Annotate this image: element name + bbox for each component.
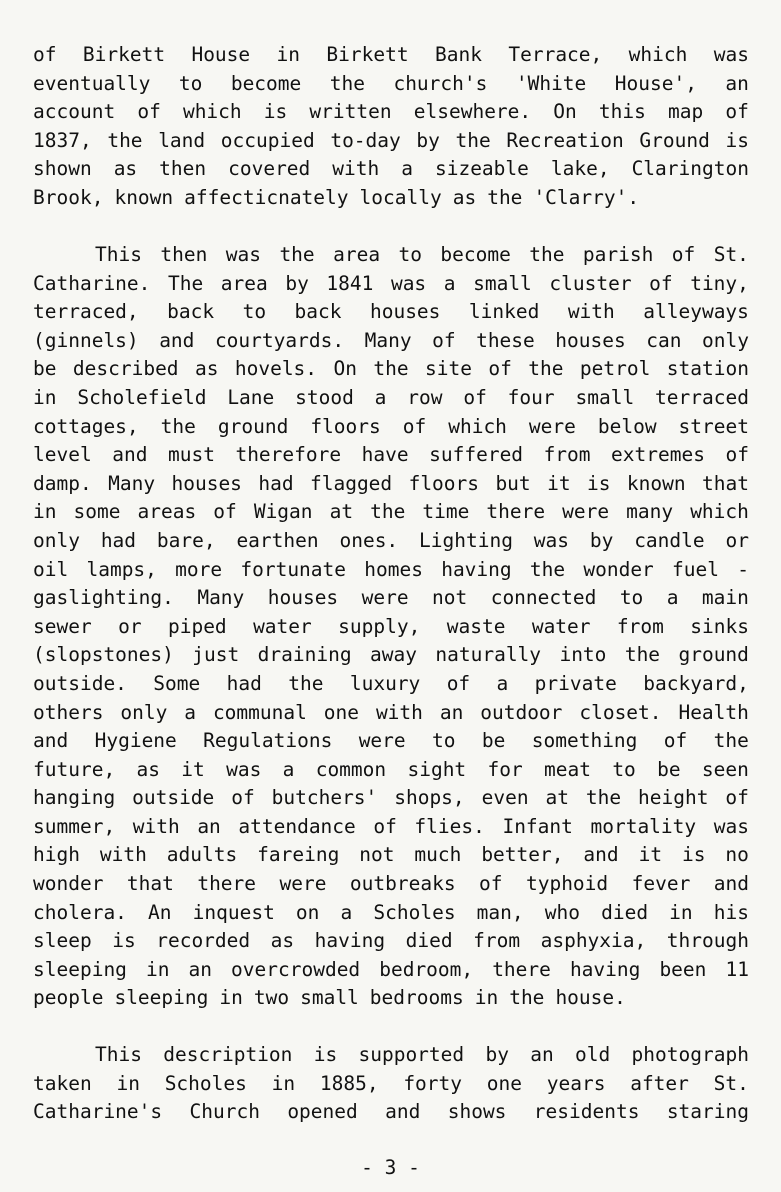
text-line: people sleeping in two small bedrooms in the house. — [33, 986, 626, 1010]
text-line: Brook, known affecticnately locally as the 'Clarry'. — [33, 185, 640, 209]
text-line: outside. Some had the luxury of a private backyard, — [33, 671, 749, 695]
text-line: taken in Scholes in 1885, forty one years after St. — [33, 1071, 749, 1095]
text-line: hanging outside of butchers' shops, even at the height of — [33, 786, 749, 810]
paragraph-3 — [33, 1041, 749, 1127]
text-line: eventually to become the church's 'White House', an — [33, 71, 749, 95]
text-line: be described as hovels. On the site of the petrol station — [33, 357, 749, 381]
text-line: account of which is written elsewhere. On this map of — [33, 100, 749, 124]
text-line: high with adults fareing not much better, and it is no — [33, 843, 749, 867]
paragraph-2 — [33, 241, 749, 1013]
text-line: level and must therefore have suffered from extremes of — [33, 443, 749, 467]
text-line: terraced, back to back houses linked with alleyways — [33, 300, 749, 324]
text-line: and Hygiene Regulations were to be something of the — [33, 729, 749, 753]
text-line: Catharine. The area by 1841 was a small cluster of tiny, — [33, 271, 749, 295]
text-line: cottages, the ground floors of which were below street — [33, 414, 749, 438]
text-line: only had bare, earthen ones. Lighting was by candle or — [33, 528, 749, 552]
text-line: (ginnels) and courtyards. Many of these houses can only — [33, 328, 749, 352]
text-line: shown as then covered with a sizeable lake, Clarington — [33, 157, 749, 181]
paragraph-1 — [33, 41, 749, 213]
text-line: gaslighting. Many houses were not connected to a main — [33, 586, 749, 610]
text-line: This then was the area to become the parish of St. — [95, 243, 749, 266]
text-line: Catharine's Church opened and shows residents staring — [33, 1100, 749, 1124]
text-line: sleeping in an overcrowded bedroom, there having been 11 — [33, 957, 749, 981]
text-line: summer, with an attendance of flies. Infant mortality was — [33, 814, 749, 838]
text-line: 1837, the land occupied to-day by the Recreation Ground is — [33, 128, 749, 152]
text-line: others only a communal one with an outdoor closet. Health — [33, 700, 749, 724]
text-line: of Birkett House in Birkett Bank Terrace, which was — [33, 43, 749, 66]
text-line: This description is supported by an old photograph — [95, 1043, 749, 1066]
text-line: oil lamps, more fortunate homes having the wonder fuel - — [33, 557, 749, 581]
text-line: sleep is recorded as having died from asphyxia, through — [33, 929, 749, 953]
text-line: in Scholefield Lane stood a row of four small terraced — [33, 385, 749, 409]
text-line: (slopstones) just draining away naturally into the ground — [33, 643, 749, 667]
text-line: wonder that there were outbreaks of typhoid fever and — [33, 872, 749, 896]
text-line: future, as it was a common sight for meat to be seen — [33, 757, 749, 781]
text-line: cholera. An inquest on a Scholes man, who died in his — [33, 900, 749, 924]
page-number: - 3 - — [361, 1156, 420, 1179]
text-line: damp. Many houses had flagged floors but it is known that — [33, 471, 749, 495]
text-line: sewer or piped water supply, waste water from sinks — [33, 614, 749, 638]
text-line: in some areas of Wigan at the time there were many which — [33, 500, 749, 524]
